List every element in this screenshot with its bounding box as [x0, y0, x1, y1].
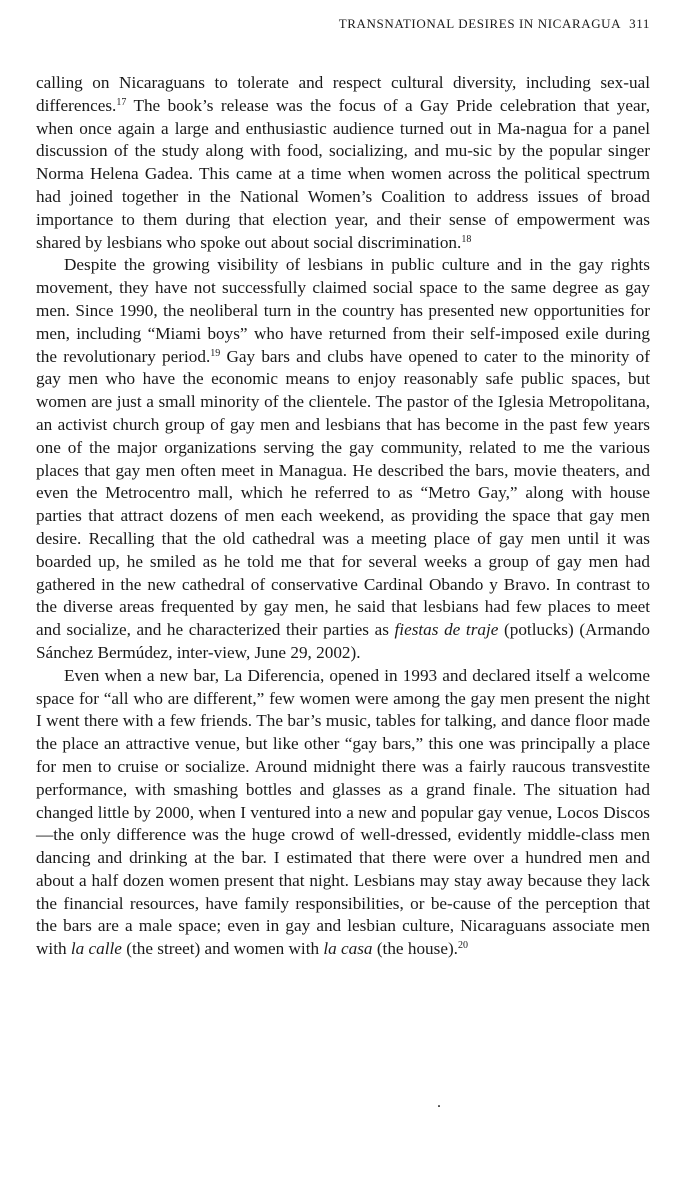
page-number: 311 — [629, 16, 650, 31]
italic-la-calle: la calle — [70, 939, 122, 959]
paragraph-1 — [36, 72, 650, 254]
italic-fiestas-de-traje: fiestas de traje — [394, 620, 499, 640]
running-head — [36, 12, 650, 36]
paragraph-2-text-b: Gay bars and clubs have opened to cater to the minority of gay men who have the economic means to enjoy reasonably safe public spaces, but women are just a small minority of the clientele. The pastor of the Iglesia Metropolitana, an activist church group of gay men and lesbians that has become in the past few years one of the major organizations serving the gay community, related to me the various places that gay men often meet in Managua. He described the bars, movie theaters, and even the Metrocentro mall, which he referred to as “Metro Gay,” along with house parties that attract dozens of men each weekend, as providing the space that gay men desire. Recalling that the old cathedral was a meeting place of gay men until it was boarded up, he smiled as he told me that for several weeks a group of gay men had gathered in the new cathedral of conservative Cardinal Obando y Bravo. In contrast to the diverse areas frequented by gay men, he said that lesbians had few places to meet and socialize, and he characterized their parties as — [36, 346, 650, 640]
paragraph-1-text-a: calling on Nicaraguans to tolerate and respect cultural diversity, including sex-ual differences. — [36, 73, 650, 115]
italic-la-casa: la casa — [323, 939, 373, 959]
footnote-ref-19: 19 — [210, 347, 221, 359]
running-title: TRANSNATIONAL DESIRES IN NICARAGUA — [338, 16, 622, 31]
paragraph-3-text-b: (the street) and women with — [121, 939, 324, 959]
paragraph-3-text-a: Even when a new bar, La Diferencia, opened in 1993 and declared itself a welcome space for “all who are different,” few women were among the gay men present the night I went there with a few friends. The bar’s music, tables for talking, and dance floor made the place an attractive venue, but like other “gay bars,” this one was principally a place for men to cruise or socialize. Around midnight there was a fairly raucous transvestite performance, with smashing bottles and glasses as a grand finale. The situation had changed little by 2000, when I ventured into a new and popular gay venue, Locos Discos—the only difference was the huge crowd of well-dressed, evidently middle-class men dancing and drinking at the bar. I estimated that there were over a hundred men and about a half dozen women present that night. Lesbians may stay away because they lack the financial resources, have family responsibilities, or be-cause of the perception that the bars are a male space; even in gay and lesbian culture, Nicaraguans associate men with — [36, 665, 650, 959]
body-text — [36, 72, 650, 961]
stray-mark: . — [437, 1094, 441, 1111]
paragraph-2-text-c: (potlucks) (Armando Sánchez Bermúdez, inter-view, June 29, 2002). — [36, 620, 650, 662]
paragraph-3 — [36, 665, 650, 961]
paragraph-1-text-b: The book’s release was the focus of a Gay Pride celebration that year, when once again a large and enthusiastic audience turned out in Ma-nagua for a panel discussion of the study along with food, socializing, and mu-sic by the popular singer Norma Helena Gadea. This came at a time when women across the political spectrum had joined together in the National Women’s Coalition to address issues of broad importance to them during that election year, and their sense of empowerment was shared by lesbians who spoke out about social discrimination. — [36, 95, 650, 252]
book-page — [36, 12, 650, 961]
footnote-ref-17: 17 — [116, 96, 127, 108]
paragraph-2-text-a: Despite the growing visibility of lesbians in public culture and in the gay rights movement, they have not successfully claimed social space to the same degree as gay men. Since 1990, the neoliberal turn in the country has presented new opportunities for men, including “Miami boys” who have returned from their self-imposed exile during the revolutionary period. — [36, 255, 650, 366]
footnote-ref-20: 20 — [457, 940, 468, 952]
footnote-ref-18: 18 — [461, 233, 472, 245]
paragraph-3-text-c: (the house). — [372, 939, 458, 959]
paragraph-2 — [36, 254, 650, 664]
